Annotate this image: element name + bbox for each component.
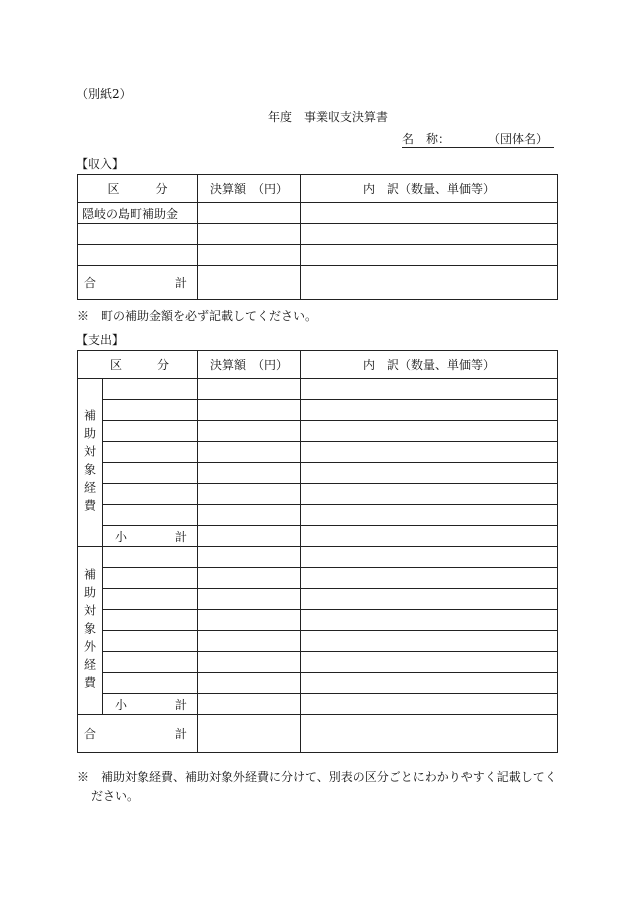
group-subsidized-label: 補助対象経費 xyxy=(78,379,103,547)
expense-amount-cell[interactable] xyxy=(198,652,301,673)
income-amount-cell[interactable] xyxy=(198,224,301,245)
expense-amount-cell[interactable] xyxy=(198,610,301,631)
income-category-header: 区 分 xyxy=(78,175,198,203)
income-subsidy-label: 隠岐の島町補助金 xyxy=(78,203,198,224)
expense-breakdown-cell[interactable] xyxy=(301,400,558,421)
expense-breakdown-cell[interactable] xyxy=(301,568,558,589)
income-breakdown-header: 内 訳（数量、単価等） xyxy=(301,175,558,203)
expense-total-breakdown-cell[interactable] xyxy=(301,715,558,753)
expense-section-heading: 【支出】 xyxy=(76,333,125,347)
expense-breakdown-cell[interactable] xyxy=(301,652,558,673)
expense-item-cell[interactable] xyxy=(103,547,198,568)
expense-total-amount-cell[interactable] xyxy=(198,715,301,753)
expense-item-cell[interactable] xyxy=(103,652,198,673)
income-total-label: 合 計 xyxy=(78,266,198,300)
expense-breakdown-cell[interactable] xyxy=(301,589,558,610)
income-section-heading: 【収入】 xyxy=(76,157,125,171)
income-breakdown-cell[interactable] xyxy=(301,224,558,245)
organization-label: （団体名） xyxy=(487,132,548,146)
expense-breakdown-cell[interactable] xyxy=(301,379,558,400)
expense-amount-cell[interactable] xyxy=(198,673,301,694)
expense-breakdown-cell[interactable] xyxy=(301,463,558,484)
expense-amount-header: 決算額 （円） xyxy=(198,351,301,379)
expense-item-cell[interactable] xyxy=(103,484,198,505)
name-label: 名 称： xyxy=(402,132,451,146)
expense-breakdown-header: 内 訳（数量、単価等） xyxy=(301,351,558,379)
subtotal-label: 小 計 xyxy=(103,694,198,715)
expense-breakdown-cell[interactable] xyxy=(301,547,558,568)
income-total-amount-cell[interactable] xyxy=(198,266,301,300)
organization-name-field[interactable] xyxy=(402,130,554,148)
expense-breakdown-cell[interactable] xyxy=(301,484,558,505)
expense-breakdown-cell[interactable] xyxy=(301,421,558,442)
expense-item-cell[interactable] xyxy=(103,400,198,421)
expense-item-cell[interactable] xyxy=(103,589,198,610)
expense-amount-cell[interactable] xyxy=(198,400,301,421)
income-category-cell[interactable] xyxy=(78,224,198,245)
expense-item-cell[interactable] xyxy=(103,673,198,694)
income-breakdown-cell[interactable] xyxy=(301,245,558,266)
income-amount-header: 決算額 （円） xyxy=(198,175,301,203)
income-breakdown-cell[interactable] xyxy=(301,203,558,224)
expense-item-cell[interactable] xyxy=(103,421,198,442)
income-total-breakdown-cell[interactable] xyxy=(301,266,558,300)
income-note: ※ 町の補助金額を必ず記載してください。 xyxy=(77,309,318,323)
expense-amount-cell[interactable] xyxy=(198,421,301,442)
expense-item-cell[interactable] xyxy=(103,379,198,400)
expense-amount-cell[interactable] xyxy=(198,442,301,463)
subtotal-breakdown-cell[interactable] xyxy=(301,526,558,547)
expense-item-cell[interactable] xyxy=(103,505,198,526)
subtotal-amount-cell[interactable] xyxy=(198,694,301,715)
expense-amount-cell[interactable] xyxy=(198,463,301,484)
expense-item-cell[interactable] xyxy=(103,568,198,589)
expense-amount-cell[interactable] xyxy=(198,568,301,589)
expense-amount-cell[interactable] xyxy=(198,505,301,526)
expense-breakdown-cell[interactable] xyxy=(301,673,558,694)
expense-category-header: 区 分 xyxy=(78,351,198,379)
income-table xyxy=(77,174,558,300)
expense-total-label: 合 計 xyxy=(78,715,198,753)
expense-header-row xyxy=(78,351,558,379)
expense-breakdown-cell[interactable] xyxy=(301,505,558,526)
group-nonsubsidized-label: 補助対象外経費 xyxy=(78,547,103,715)
income-category-cell[interactable] xyxy=(78,245,198,266)
attachment-label: （別紙2） xyxy=(76,87,132,101)
expense-amount-cell[interactable] xyxy=(198,379,301,400)
expense-item-cell[interactable] xyxy=(103,463,198,484)
expense-breakdown-cell[interactable] xyxy=(301,610,558,631)
subtotal-breakdown-cell[interactable] xyxy=(301,694,558,715)
subtotal-label: 小 計 xyxy=(103,526,198,547)
document-title: 年度 事業収支決算書 xyxy=(268,110,389,124)
income-row xyxy=(78,245,558,266)
income-row xyxy=(78,203,558,224)
income-amount-cell[interactable] xyxy=(198,245,301,266)
expense-note-line1: ※ 補助対象経費、補助対象外経費に分けて、別表の区分ごとにわかりやすく記載してく xyxy=(77,770,557,784)
income-header-row xyxy=(78,175,558,203)
expense-amount-cell[interactable] xyxy=(198,631,301,652)
expense-item-cell[interactable] xyxy=(103,631,198,652)
expense-item-cell[interactable] xyxy=(103,442,198,463)
subtotal-amount-cell[interactable] xyxy=(198,526,301,547)
expense-total-row xyxy=(78,715,558,753)
expense-amount-cell[interactable] xyxy=(198,589,301,610)
expense-amount-cell[interactable] xyxy=(198,484,301,505)
expense-amount-cell[interactable] xyxy=(198,547,301,568)
income-amount-cell[interactable] xyxy=(198,203,301,224)
income-total-row xyxy=(78,266,558,300)
income-row xyxy=(78,224,558,245)
expense-note-line2: ださい。 xyxy=(91,789,140,803)
expense-table xyxy=(77,350,558,753)
expense-breakdown-cell[interactable] xyxy=(301,442,558,463)
expense-item-cell[interactable] xyxy=(103,610,198,631)
expense-breakdown-cell[interactable] xyxy=(301,631,558,652)
